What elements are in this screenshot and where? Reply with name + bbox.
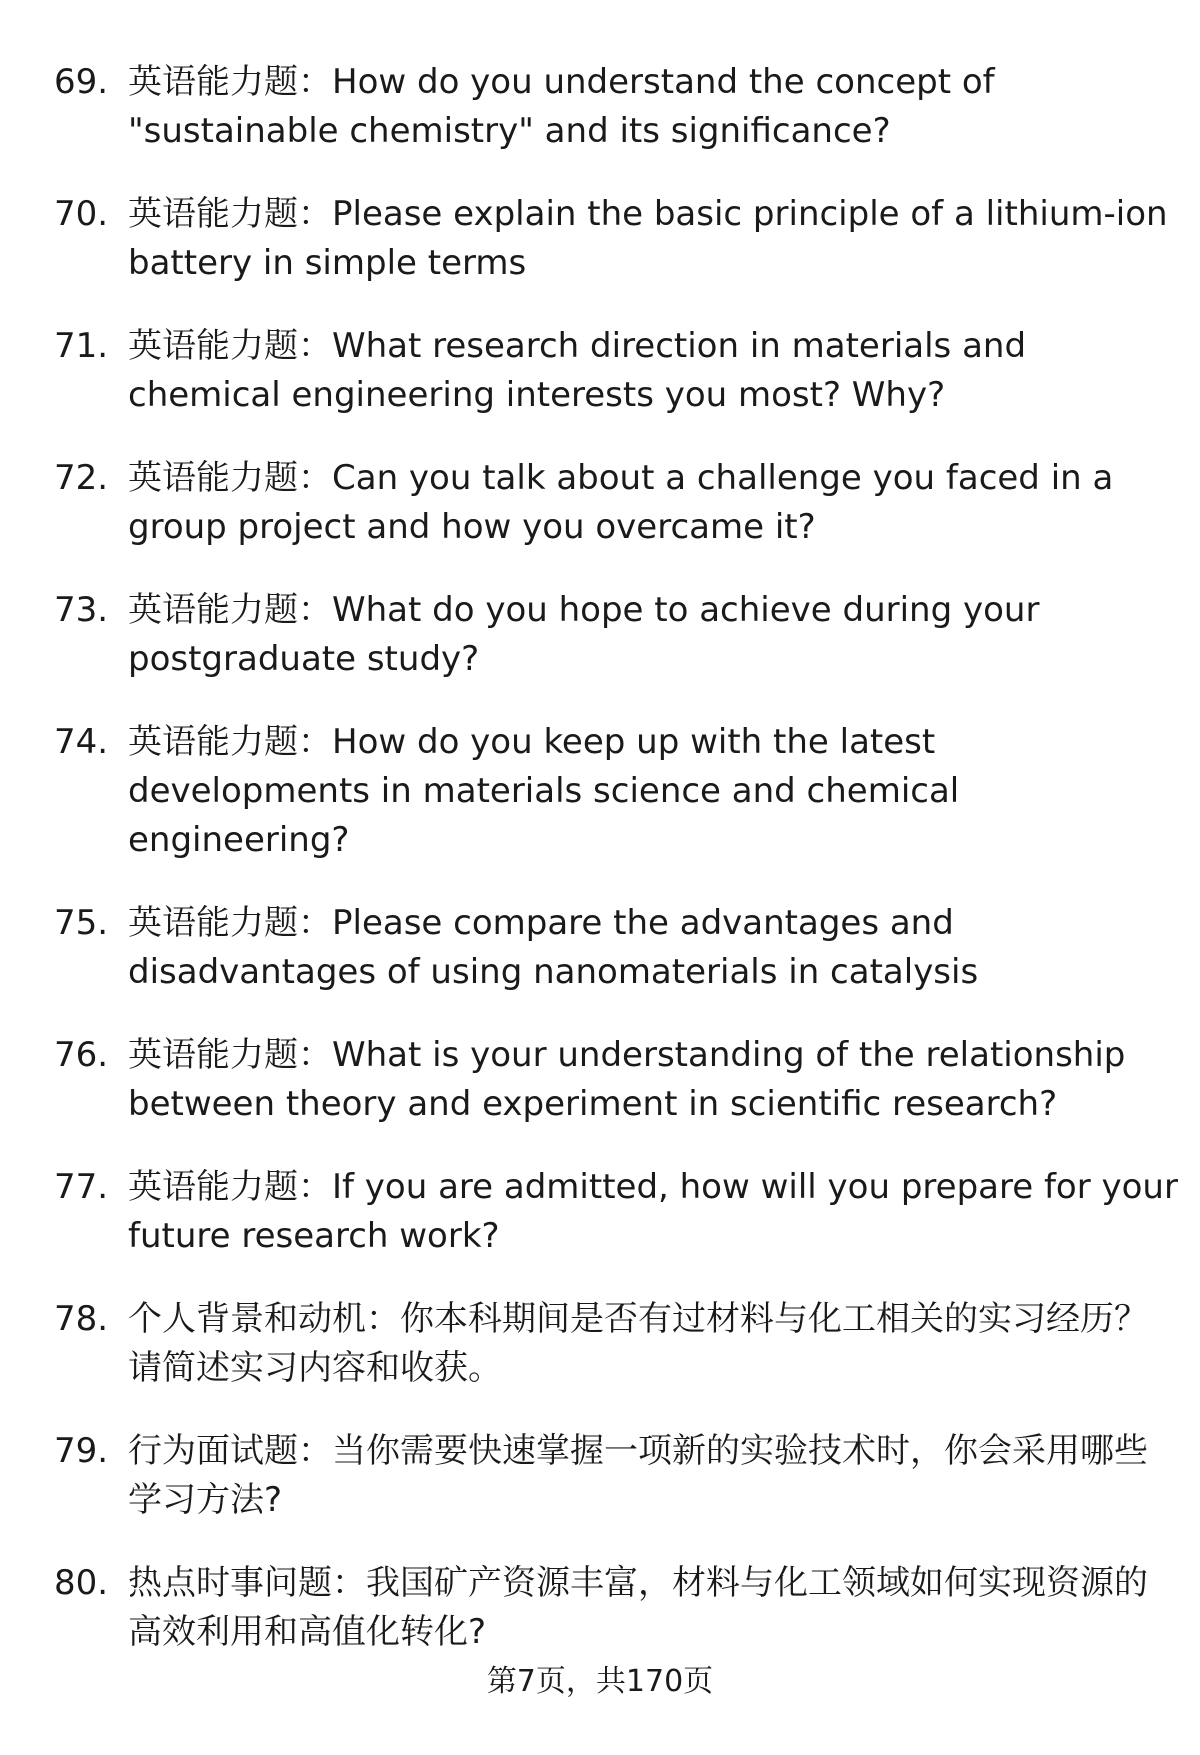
question-text: 英语能力题：If you are admitted, how will you prepare for your future research work? <box>128 1167 1178 1256</box>
question-item-74 <box>0 718 1200 865</box>
question-item-73 <box>0 586 1200 684</box>
question-item-72 <box>0 454 1200 552</box>
question-item-76 <box>0 1031 1200 1129</box>
question-text: 英语能力题：What research direction in materials and chemical engineering interests you most? Why? <box>128 326 1027 415</box>
question-number: 79. <box>54 1431 109 1471</box>
question-list <box>0 58 1200 1691</box>
question-number: 76. <box>54 1035 109 1075</box>
question-item-71 <box>0 322 1200 420</box>
question-text: 英语能力题：What is your understanding of the relationship between theory and experiment in scientific research? <box>128 1035 1126 1124</box>
question-item-77 <box>0 1163 1200 1261</box>
question-number: 69. <box>54 62 109 102</box>
question-number: 75. <box>54 903 109 943</box>
question-number: 73. <box>54 590 109 630</box>
question-item-79 <box>0 1427 1200 1525</box>
page-indicator: 第7页，共170页 <box>486 1664 714 1699</box>
question-item-80 <box>0 1559 1200 1657</box>
question-text: 个人背景和动机：你本科期间是否有过材料与化工相关的实习经历？请简述实习内容和收获。 <box>128 1299 1148 1388</box>
question-item-78 <box>0 1295 1200 1393</box>
question-number: 70. <box>54 194 109 234</box>
question-text: 英语能力题：How do you keep up with the latest developments in materials science and chemical engineering? <box>128 722 960 860</box>
question-number: 74. <box>54 722 109 762</box>
question-item-75 <box>0 899 1200 997</box>
question-number: 72. <box>54 458 109 498</box>
question-text: 热点时事问题：我国矿产资源丰富，材料与化工领域如何实现资源的高效利用和高值化转化? <box>128 1563 1148 1652</box>
question-text: 英语能力题：Please explain the basic principle of a lithium-ion battery in simple terms <box>128 194 1168 283</box>
question-text: 英语能力题：What do you hope to achieve during your postgraduate study? <box>128 590 1040 679</box>
question-text: 英语能力题：How do you understand the concept of "sustainable chemistry" and its significance? <box>128 62 995 151</box>
question-item-69 <box>0 58 1200 156</box>
question-number: 80. <box>54 1563 109 1603</box>
question-text: 英语能力题：Please compare the advantages and disadvantages of using nanomaterials in catalysis <box>128 903 979 992</box>
question-number: 77. <box>54 1167 109 1207</box>
question-number: 78. <box>54 1299 109 1339</box>
question-number: 71. <box>54 326 109 366</box>
question-item-70 <box>0 190 1200 288</box>
question-text: 行为面试题：当你需要快速掌握一项新的实验技术时，你会采用哪些学习方法? <box>128 1431 1148 1520</box>
question-text: 英语能力题：Can you talk about a challenge you faced in a group project and how you overcame it? <box>128 458 1114 547</box>
